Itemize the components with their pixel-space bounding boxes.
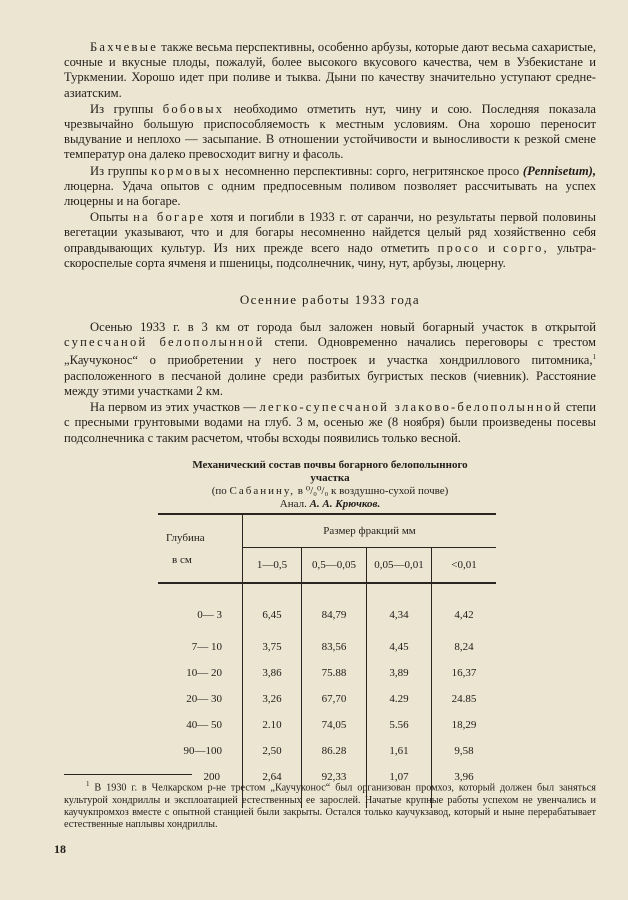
table-row: 90—100 2,50 86.28 1,61 9,58 <box>158 738 496 764</box>
spaced-term: кормовых <box>151 163 222 178</box>
table-row: 0— 3 6,45 84,79 4,34 4,42 <box>158 583 496 634</box>
paragraph-melons: Бахчевые также весьма перспективны, особенно арбузы, которые дают весьма сахаристые, сочные и вкусные плоды, пожалуй, более высокого вкусового качества, чем в Узбекистане и Туркмении. Хорошо идет при поливе и тыква. Дыни по качеству значительно уступают средне-азиатским. <box>64 40 596 100</box>
table-row: 7— 10 3,75 83,56 4,45 8,24 <box>158 634 496 660</box>
latin-term: (Pennisetum), <box>522 163 597 178</box>
spaced-term: просо <box>437 240 481 255</box>
body-text-autumn <box>64 320 596 447</box>
caption-title-2: участка <box>310 472 350 484</box>
depth-header: Глубина в см <box>158 514 243 583</box>
spaced-term: на богаре <box>133 210 206 225</box>
table-row: 40— 50 2.10 74,05 5.56 18,29 <box>158 712 496 738</box>
spaced-term: супесчаной белополынной <box>64 335 265 350</box>
paragraph-forage: Из группы кормовых несомненно перспективны: сорго, негритянское просо (Pennisetum), люцерна. Удача опытов с одним предпосевным поливом позволяет рассчитывать на успех люцерны и на богаре. <box>64 163 597 209</box>
table-caption <box>64 459 596 511</box>
paragraph-autumn-1: Осенью 1933 г. в 3 км от города был заложен новый богарный участок в открытой супесчаной белополынной степи. Одновременно начались переговоры с трестом „Каучуконос“ о приобретении у него построек и участка хондриллового питомника,$^1$ расположенного в песчаной долине среди разбитых бугристых песков (чиевник). Расстояние между этими участками 2 км. <box>64 320 597 398</box>
page-number: 18 <box>54 842 66 856</box>
paragraph-dryland: Опыты на богаре хотя и погибли в 1933 г. от саранчи, но результаты первой половины вегетации указывают, что и для богары несомненно найдется целый ряд хозяйственно себя оправдывающих культур. Из них прежде всего надо отметить просо и сорго, ультра-скороспелые сорта ячменя и пшеницы, подсолнечник, чину, нут, арбузы, люцерну. <box>64 210 596 270</box>
caption-title: Механический состав почвы богарного белополынного <box>192 459 468 471</box>
col-header-1: 1—0,5 <box>243 548 302 584</box>
footnote: $^1$ В 1930 г. в Челкарском р-не трестом „Каучуконос“ был организован промхоз, который должен был заняться культурой хондриллы и эксплоатацией естественных ее зарослей. Начатые крупные работы успехом не увенчались и каучукпромхоз вместе с опытной станцией были закрыты. Остался только каучукзавод, который и ныне перерабатывает естественные наплывы хондриллы. <box>64 780 596 830</box>
col-header-2: 0,5—0,05 <box>302 548 367 584</box>
spaced-term: бобовых <box>162 101 225 116</box>
paragraph-autumn-2: На первом из этих участков — легко-супесчаной злаково-белополынной степи с пресными грунтовыми водами на глуб. 3 м, осенью же (8 ноября) были произведены посевы подсолнечника с таким расчетом, чтобы всходы появились только весной. <box>64 400 597 445</box>
spaced-term: сорго, <box>503 240 549 255</box>
body-text-top <box>64 40 596 272</box>
footnote-ref[interactable]: 1 <box>592 353 596 362</box>
paragraph-legumes: Из группы бобовых необходимо отметить нут, чину и сою. Последняя показала чрезвычайно большую приспособляемость к местным условиям. Она хорошо переносит выдувание и неплохо — засыпание. В отношении устойчивости и выносливости к резкой смене температур она далеко превосходит вигну и фасоль. <box>64 101 597 162</box>
soil-composition-table <box>158 513 496 808</box>
caption-analyst: Анал. А. А. Крючков. <box>279 498 381 510</box>
col-header-4: <0,01 <box>451 559 477 571</box>
spaced-term: легко-супесчаной злаково-белополынной <box>259 400 563 415</box>
col-header-3: 0,05—0,01 <box>367 548 432 584</box>
section-heading-wrap <box>64 292 596 308</box>
footnote-marker: 1 <box>86 780 90 788</box>
table-row: 20— 30 3,26 67,70 4.29 24.85 <box>158 686 496 712</box>
fractions-header: Размер фракций мм <box>243 514 497 548</box>
section-title: Осенние работы 1933 года <box>239 292 421 307</box>
footnote-divider <box>64 774 192 775</box>
table-row: 10— 20 3,86 75.88 3,89 16,37 <box>158 660 496 686</box>
table-row: 200 2,64 92,33 1,07 3,96 <box>158 764 496 808</box>
spaced-term: Бахчевые <box>90 40 159 54</box>
caption-method: (по Сабанину, в ⁰/₀⁰/₀ к воздушно-сухой почве) <box>211 485 449 497</box>
